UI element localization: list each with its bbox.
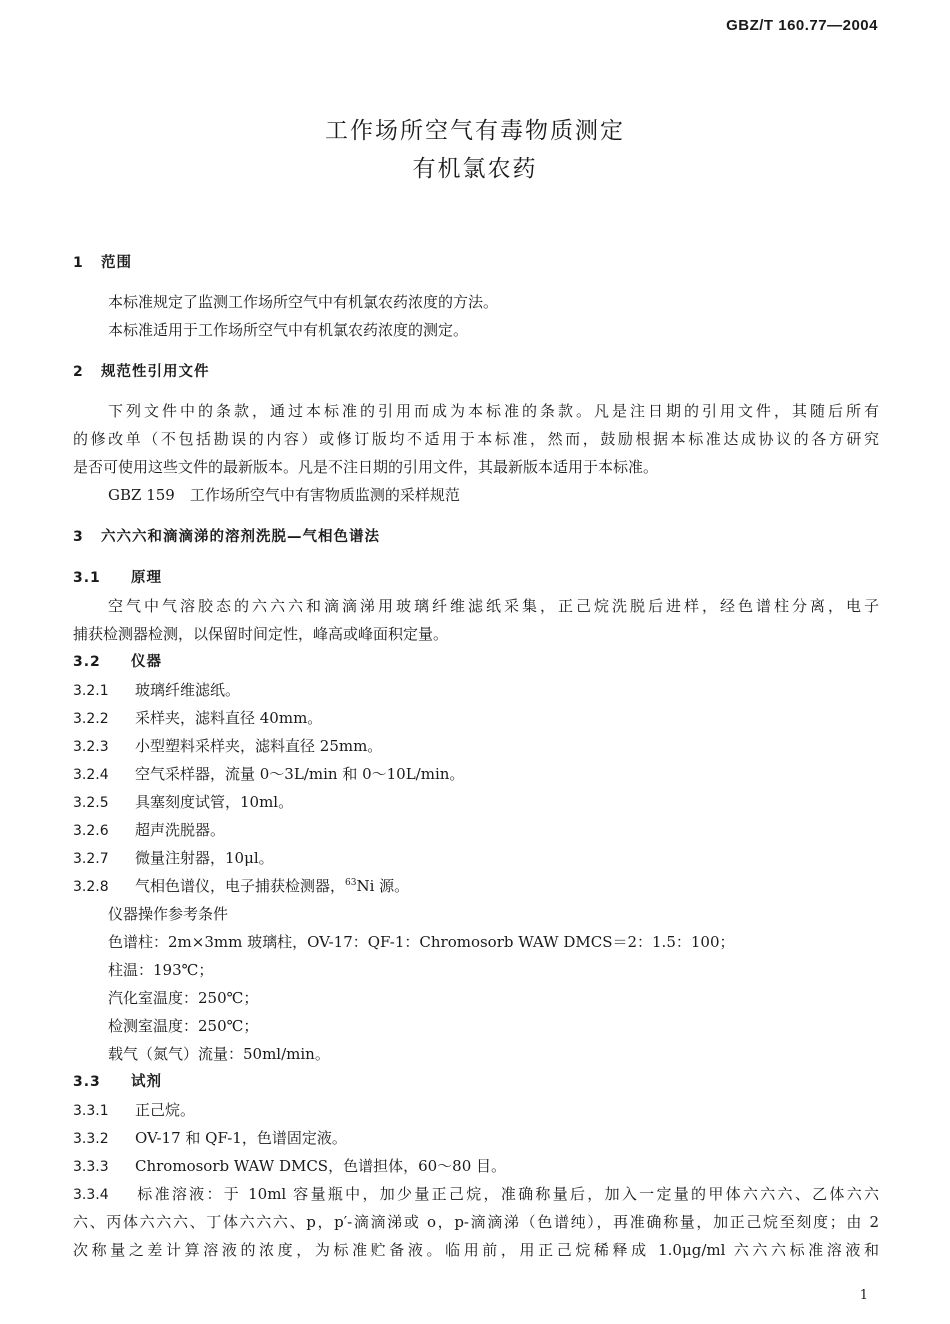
clause-3-2-6 <box>73 819 879 842</box>
clause-3-3-3 <box>73 1155 879 1178</box>
clause-text: 正己烷。 <box>135 1101 196 1119</box>
clause-number: 3.2.1 <box>73 683 109 699</box>
clause-number: 3.2.7 <box>73 851 109 867</box>
clause-number: 3.2.4 <box>73 767 109 783</box>
paragraph-line: 是否可使用这些文件的最新版本。凡是不注日期的引用文件，其最新版本适用于本标准。 <box>73 458 659 476</box>
subsection-3-2-heading <box>73 651 879 673</box>
section-title: 范围 <box>101 255 132 271</box>
condition-line: 色谱柱：2m×3mm 玻璃柱，OV-17：QF-1：Chromosorb WAW DMCS＝2：1.5：100； <box>108 933 735 951</box>
clause-number: 3.2.2 <box>73 711 109 727</box>
page-number: 1 <box>859 1288 868 1303</box>
clause-text: 玻璃纤维滤纸。 <box>135 681 241 699</box>
clause-text: 具塞刻度试管，10ml。 <box>135 793 294 811</box>
clause-3-2-7 <box>73 847 879 870</box>
clause-number: 3.3.1 <box>73 1103 109 1119</box>
condition-line: 检测室温度：250℃； <box>108 1017 259 1035</box>
section-3-heading <box>73 526 879 548</box>
clause-number: 3.3.2 <box>73 1131 109 1147</box>
section-number: 3 <box>73 529 84 545</box>
standard-code: GBZ/T 160.77—2004 <box>726 17 878 34</box>
isotope-superscript: 63 <box>345 878 357 888</box>
clause-number: 3.2.3 <box>73 739 109 755</box>
clause-number: 3.2.6 <box>73 823 109 839</box>
section-number: 2 <box>73 364 84 380</box>
clause-3-3-4 <box>73 1183 879 1206</box>
section-1-heading <box>73 252 879 274</box>
conditions-title: 仪器操作参考条件 <box>108 905 229 923</box>
clause-3-2-5 <box>73 791 879 814</box>
clause-3-2-3 <box>73 735 879 758</box>
paragraph-line: 次称量之差计算溶液的浓度，为标准贮备液。临用前，用正己烷稀释成 1.0μg/ml 六六六标准溶液和 <box>73 1241 879 1259</box>
subsection-title: 试剂 <box>131 1074 162 1090</box>
subsection-title: 原理 <box>131 570 162 586</box>
clause-text: 气相色谱仪，电子捕获检测器， <box>135 877 346 895</box>
paragraph: 本标准规定了监测工作场所空气中有机氯农药浓度的方法。 <box>108 293 499 311</box>
condition-line: 载气（氮气）流量：50ml/min。 <box>108 1045 330 1063</box>
clause-text: OV-17 和 QF-1，色谱固定液。 <box>135 1129 347 1147</box>
subsection-3-1-heading <box>73 567 879 589</box>
clause-3-3-2 <box>73 1127 879 1150</box>
clause-number: 3.3.3 <box>73 1159 109 1175</box>
paragraph-line: 六、丙体六六六、丁体六六六、p，p′-滴滴涕或 o，p-滴滴涕（色谱纯），再准确称量，加正己烷至刻度；由 2 <box>73 1213 879 1231</box>
clause-text: 微量注射器，10μl。 <box>135 849 274 867</box>
clause-3-2-1 <box>73 679 879 702</box>
paragraph-line: 下列文件中的条款，通过本标准的引用而成为本标准的条款。凡是注日期的引用文件，其随后所有 <box>108 402 879 420</box>
clause-number: 3.2.8 <box>73 879 109 895</box>
clause-3-3-1 <box>73 1099 879 1122</box>
section-title: 六六六和滴滴涕的溶剂洗脱—气相色谱法 <box>101 529 380 545</box>
section-2-heading <box>73 361 879 383</box>
paragraph: 本标准适用于工作场所空气中有机氯农药浓度的测定。 <box>108 321 469 339</box>
clause-text: 采样夹，滤料直径 40mm。 <box>135 709 323 727</box>
section-number: 1 <box>73 255 84 271</box>
clause-3-2-8 <box>73 875 879 898</box>
subsection-3-3-heading <box>73 1071 879 1093</box>
clause-3-2-4 <box>73 763 879 786</box>
document-title: 工作场所空气有毒物质测定 <box>325 118 625 144</box>
subsection-number: 3.2 <box>73 654 101 670</box>
condition-line: 柱温：193℃； <box>108 961 214 979</box>
clause-number: 3.2.5 <box>73 795 109 811</box>
clause-number: 3.3.4 <box>73 1187 109 1203</box>
normative-reference: GBZ 159 工作场所空气中有害物质监测的采样规范 <box>108 486 460 504</box>
clause-text: 标准溶液：于 10ml 容量瓶中，加少量正己烷，准确称量后，加入一定量的甲体六六六、乙体六六 <box>135 1185 879 1203</box>
paragraph-line: 的修改单（不包括勘误的内容）或修订版均不适用于本标准，然而，鼓励根据本标准达成协议的各方研究 <box>73 430 879 448</box>
condition-line: 汽化室温度：250℃； <box>108 989 259 1007</box>
section-title: 规范性引用文件 <box>101 364 210 380</box>
clause-text: 小型塑料采样夹，滤料直径 25mm。 <box>135 737 383 755</box>
paragraph-line: 空气中气溶胶态的六六六和滴滴涕用玻璃纤维滤纸采集，正己烷洗脱后进样，经色谱柱分离，电子 <box>108 597 879 615</box>
clause-3-2-2 <box>73 707 879 730</box>
clause-text: 超声洗脱器。 <box>135 821 226 839</box>
subsection-title: 仪器 <box>131 654 162 670</box>
subsection-number: 3.3 <box>73 1074 101 1090</box>
subsection-number: 3.1 <box>73 570 101 586</box>
document-subtitle: 有机氯农药 <box>412 156 538 182</box>
clause-text-tail: Ni 源。 <box>356 877 410 895</box>
clause-text: Chromosorb WAW DMCS，色谱担体，60～80 目。 <box>135 1157 507 1175</box>
clause-text: 空气采样器，流量 0～3L/min 和 0～10L/min。 <box>135 765 465 783</box>
paragraph-line: 捕获检测器检测，以保留时间定性，峰高或峰面积定量。 <box>73 625 449 643</box>
